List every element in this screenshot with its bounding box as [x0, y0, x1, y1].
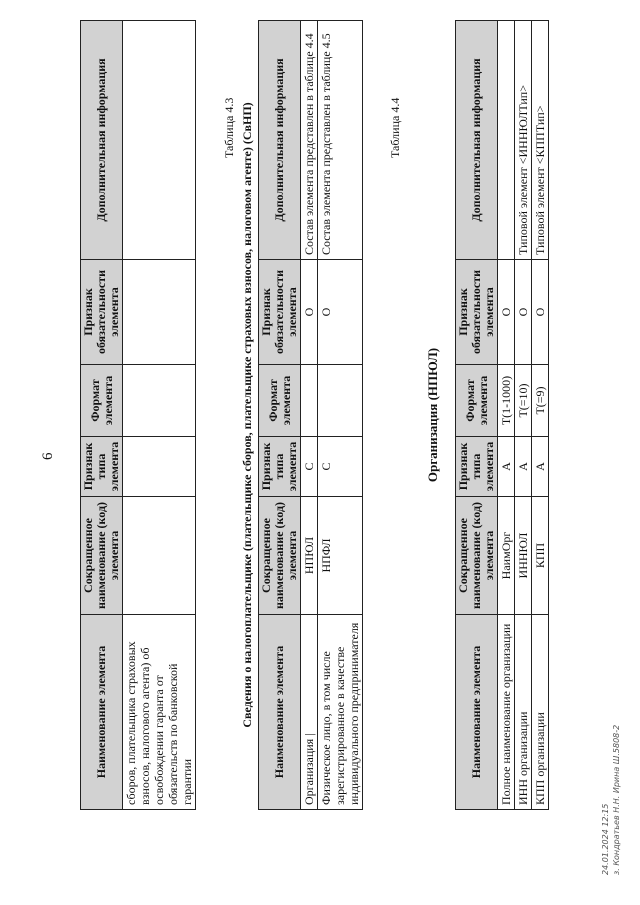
cell-type — [123, 437, 196, 497]
table-row — [318, 21, 363, 810]
cell-code: НаимОрг — [498, 497, 515, 615]
header-name: Наименование элемента — [259, 615, 301, 810]
header-code: Сокращенное наименование (код) элемента — [456, 497, 498, 615]
table-header-row — [81, 21, 123, 810]
header-type: Признак типа элемента — [456, 437, 498, 497]
cell-required: О — [515, 260, 532, 365]
cell-type: А — [498, 437, 515, 497]
header-required: Признак обязательности элемента — [81, 260, 123, 365]
cell-info: Состав элемента представлен в таблице 4.4 — [301, 21, 318, 260]
header-format: Формат элемента — [259, 365, 301, 437]
table-row — [123, 21, 196, 810]
cell-name: Физическое лицо, в том числе зарегистрированное в качестве индивидуального предпринимателя — [318, 615, 363, 810]
header-type: Признак типа элемента — [259, 437, 301, 497]
table-header-row — [259, 21, 301, 810]
cell-format — [318, 365, 363, 437]
page-number: 6 — [40, 452, 56, 460]
cell-format: T(=10) — [515, 365, 532, 437]
cell-required: О — [498, 260, 515, 365]
table-row — [532, 21, 549, 810]
cell-required: О — [301, 260, 318, 365]
table-row — [498, 21, 515, 810]
header-format: Формат элемента — [456, 365, 498, 437]
cell-name: Организация | — [301, 615, 318, 810]
header-code: Сокращенное наименование (код) элемента — [259, 497, 301, 615]
cell-required: О — [318, 260, 363, 365]
cell-code: КПП — [532, 497, 549, 615]
cell-code: ИННЮЛ — [515, 497, 532, 615]
header-info: Дополнительная информация — [259, 21, 301, 260]
table-4-4-title: Организация (НПЮЛ) — [425, 347, 440, 483]
cell-format — [123, 365, 196, 437]
cell-name: Полное наименование организации — [498, 615, 515, 810]
margin-note-line: 24.01.2024 12:15 — [601, 803, 610, 875]
cell-type: А — [532, 437, 549, 497]
cell-name: сборов, плательщика страховых взносов, налогового агента) об освобождении гаранта от обязательств по банковской гарантии — [123, 615, 196, 810]
margin-note-line: з. Кондратьев Н.Н. Ирина Ш.5808-2 — [612, 724, 621, 875]
header-name: Наименование элемента — [456, 615, 498, 810]
cell-code: НПЮЛ — [301, 497, 318, 615]
cell-format — [301, 365, 318, 437]
header-required: Признак обязательности элемента — [259, 260, 301, 365]
table-header-row — [456, 21, 498, 810]
cell-info — [498, 21, 515, 260]
cell-code: НПФЛ — [318, 497, 363, 615]
table-4-3-label: Таблица 4.3 — [222, 97, 236, 158]
cell-code — [123, 497, 196, 615]
table-4-3-title: Сведения о налогоплательщике (плательщике сборов, плательщике страховых взносов, налоговом агенте) (СвНП) — [240, 102, 254, 728]
cell-name: ИНН организации — [515, 615, 532, 810]
cell-type: С — [318, 437, 363, 497]
table-row — [515, 21, 532, 810]
margin-note — [600, 725, 622, 875]
cell-type: С — [301, 437, 318, 497]
cell-format: T(1-1000) — [498, 365, 515, 437]
header-info: Дополнительная информация — [81, 21, 123, 260]
header-info: Дополнительная информация — [456, 21, 498, 260]
header-name: Наименование элемента — [81, 615, 123, 810]
cell-info: Состав элемента представлен в таблице 4.5 — [318, 21, 363, 260]
header-code: Сокращенное наименование (код) элемента — [81, 497, 123, 615]
table-row — [301, 21, 318, 810]
cell-info: Типовой элемент <КППТип> — [532, 21, 549, 260]
table-4-3 — [258, 20, 363, 810]
cell-type: А — [515, 437, 532, 497]
table-4-4-label: Таблица 4.4 — [388, 97, 402, 158]
cell-info — [123, 21, 196, 260]
header-format: Формат элемента — [81, 365, 123, 437]
cell-name: КПП организации — [532, 615, 549, 810]
table-continued — [80, 20, 196, 810]
cell-info: Типовой элемент <ИННЮЛТип> — [515, 21, 532, 260]
cell-required — [123, 260, 196, 365]
header-required: Признак обязательности элемента — [456, 260, 498, 365]
header-type: Признак типа элемента — [81, 437, 123, 497]
cell-format: T(=9) — [532, 365, 549, 437]
table-4-4 — [455, 20, 549, 810]
cell-required: О — [532, 260, 549, 365]
